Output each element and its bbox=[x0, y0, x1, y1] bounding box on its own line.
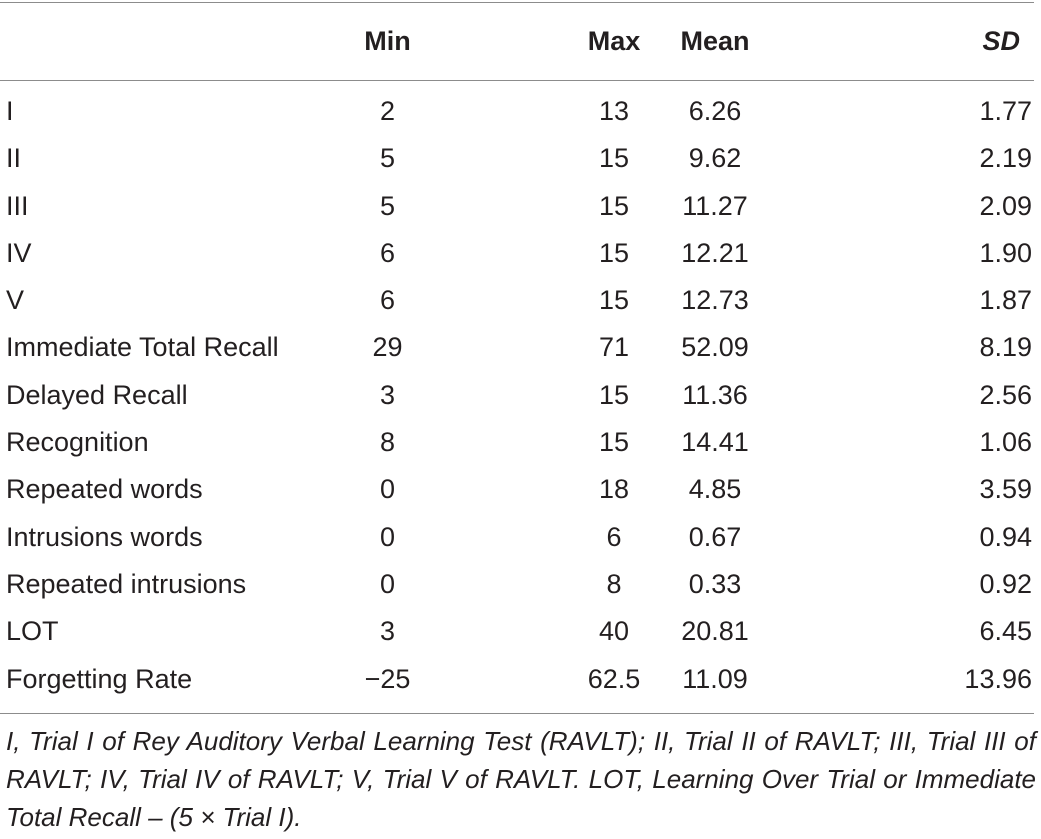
table-row bbox=[0, 419, 1034, 466]
table-row bbox=[0, 324, 1034, 371]
table-row bbox=[0, 514, 1034, 561]
cell-sd: 2.19 bbox=[979, 143, 1032, 174]
table-row bbox=[0, 88, 1034, 135]
table-row bbox=[0, 183, 1034, 230]
row-label: Forgetting Rate bbox=[6, 663, 193, 694]
cell-max: 15 bbox=[598, 143, 630, 174]
table-body bbox=[0, 88, 1034, 703]
row-label: IV bbox=[6, 237, 32, 268]
cell-max: 71 bbox=[598, 332, 630, 363]
cell-mean: 6.26 bbox=[688, 96, 742, 126]
header-max: Max bbox=[587, 26, 641, 56]
cell-max: 15 bbox=[598, 190, 630, 221]
cell-sd: 8.19 bbox=[979, 332, 1032, 363]
cell-mean: 11.36 bbox=[682, 379, 748, 410]
cell-sd: 2.09 bbox=[979, 190, 1032, 221]
cell-max: 15 bbox=[598, 285, 630, 316]
cell-max: 15 bbox=[598, 379, 630, 410]
cell-min: −25 bbox=[364, 663, 411, 694]
row-label: Recognition bbox=[6, 427, 149, 458]
cell-sd: 6.45 bbox=[979, 616, 1032, 647]
row-label: LOT bbox=[6, 616, 59, 647]
row-label: Intrusions words bbox=[6, 521, 203, 552]
cell-mean: 12.21 bbox=[681, 237, 749, 268]
cell-mean: 0.67 bbox=[688, 521, 742, 552]
table-row bbox=[0, 466, 1034, 513]
cell-sd: 0.92 bbox=[979, 568, 1032, 599]
table-header-row bbox=[0, 18, 1034, 64]
cell-max: 6 bbox=[606, 521, 622, 552]
cell-sd: 13.96 bbox=[964, 663, 1032, 694]
row-label: I bbox=[6, 96, 14, 126]
cell-max: 8 bbox=[606, 568, 622, 599]
row-label: Delayed Recall bbox=[6, 379, 188, 410]
cell-mean: 11.27 bbox=[682, 190, 748, 221]
row-label: V bbox=[6, 285, 25, 316]
top-rule bbox=[0, 2, 1034, 3]
table-row bbox=[0, 135, 1034, 182]
cell-min: 3 bbox=[379, 616, 396, 647]
row-label: Immediate Total Recall bbox=[6, 332, 279, 363]
row-label: III bbox=[6, 190, 29, 221]
statistics-table bbox=[0, 18, 1034, 703]
cell-min: 5 bbox=[379, 190, 396, 221]
cell-max: 15 bbox=[598, 237, 630, 268]
header-min: Min bbox=[364, 26, 411, 56]
cell-max: 40 bbox=[598, 616, 630, 647]
table-row bbox=[0, 372, 1034, 419]
header-spacer bbox=[0, 64, 1034, 88]
cell-max: 13 bbox=[598, 96, 630, 126]
cell-sd: 0.94 bbox=[979, 521, 1032, 552]
cell-mean: 14.41 bbox=[681, 427, 749, 458]
cell-sd: 1.77 bbox=[979, 96, 1032, 126]
cell-min: 0 bbox=[379, 521, 396, 552]
header-sd: SD bbox=[982, 26, 1020, 56]
cell-max: 18 bbox=[598, 474, 630, 505]
cell-mean: 52.09 bbox=[681, 332, 749, 363]
cell-min: 6 bbox=[379, 285, 396, 316]
cell-min: 3 bbox=[379, 379, 396, 410]
table-row bbox=[0, 277, 1034, 324]
table-row bbox=[0, 561, 1034, 608]
cell-min: 8 bbox=[379, 427, 396, 458]
cell-sd: 1.90 bbox=[979, 237, 1032, 268]
cell-min: 0 bbox=[379, 568, 396, 599]
cell-mean: 0.33 bbox=[688, 568, 742, 599]
cell-sd: 1.87 bbox=[979, 285, 1032, 316]
cell-min: 5 bbox=[379, 143, 396, 174]
cell-mean: 20.81 bbox=[681, 616, 749, 647]
table-footnote: I, Trial I of Rey Auditory Verbal Learning Test (RAVLT); II, Trial II of RAVLT; III, Trial III of RAVLT; IV, Trial IV of RAVLT; V, Trial V of RAVLT. LOT, Learning Over Trial or Immediate Total Recall – (5 × Trial I). bbox=[6, 726, 1036, 832]
cell-sd: 3.59 bbox=[979, 474, 1032, 505]
cell-min: 29 bbox=[372, 332, 403, 363]
cell-min: 0 bbox=[379, 474, 396, 505]
cell-max: 15 bbox=[598, 427, 630, 458]
table-row bbox=[0, 608, 1034, 655]
table-row bbox=[0, 230, 1034, 277]
row-label: Repeated words bbox=[6, 474, 203, 505]
cell-min: 6 bbox=[379, 237, 396, 268]
cell-sd: 2.56 bbox=[979, 379, 1032, 410]
cell-mean: 11.09 bbox=[682, 663, 748, 694]
row-label: II bbox=[6, 143, 22, 174]
cell-mean: 4.85 bbox=[688, 474, 742, 505]
bottom-rule bbox=[0, 713, 1034, 714]
cell-max: 62.5 bbox=[587, 663, 641, 694]
table-row bbox=[0, 656, 1034, 703]
cell-mean: 9.62 bbox=[688, 143, 742, 174]
cell-sd: 1.06 bbox=[979, 427, 1032, 458]
cell-mean: 12.73 bbox=[681, 285, 749, 316]
cell-min: 2 bbox=[379, 96, 396, 126]
header-mean: Mean bbox=[680, 26, 750, 56]
header-label bbox=[0, 18, 388, 64]
row-label: Repeated intrusions bbox=[6, 568, 247, 599]
